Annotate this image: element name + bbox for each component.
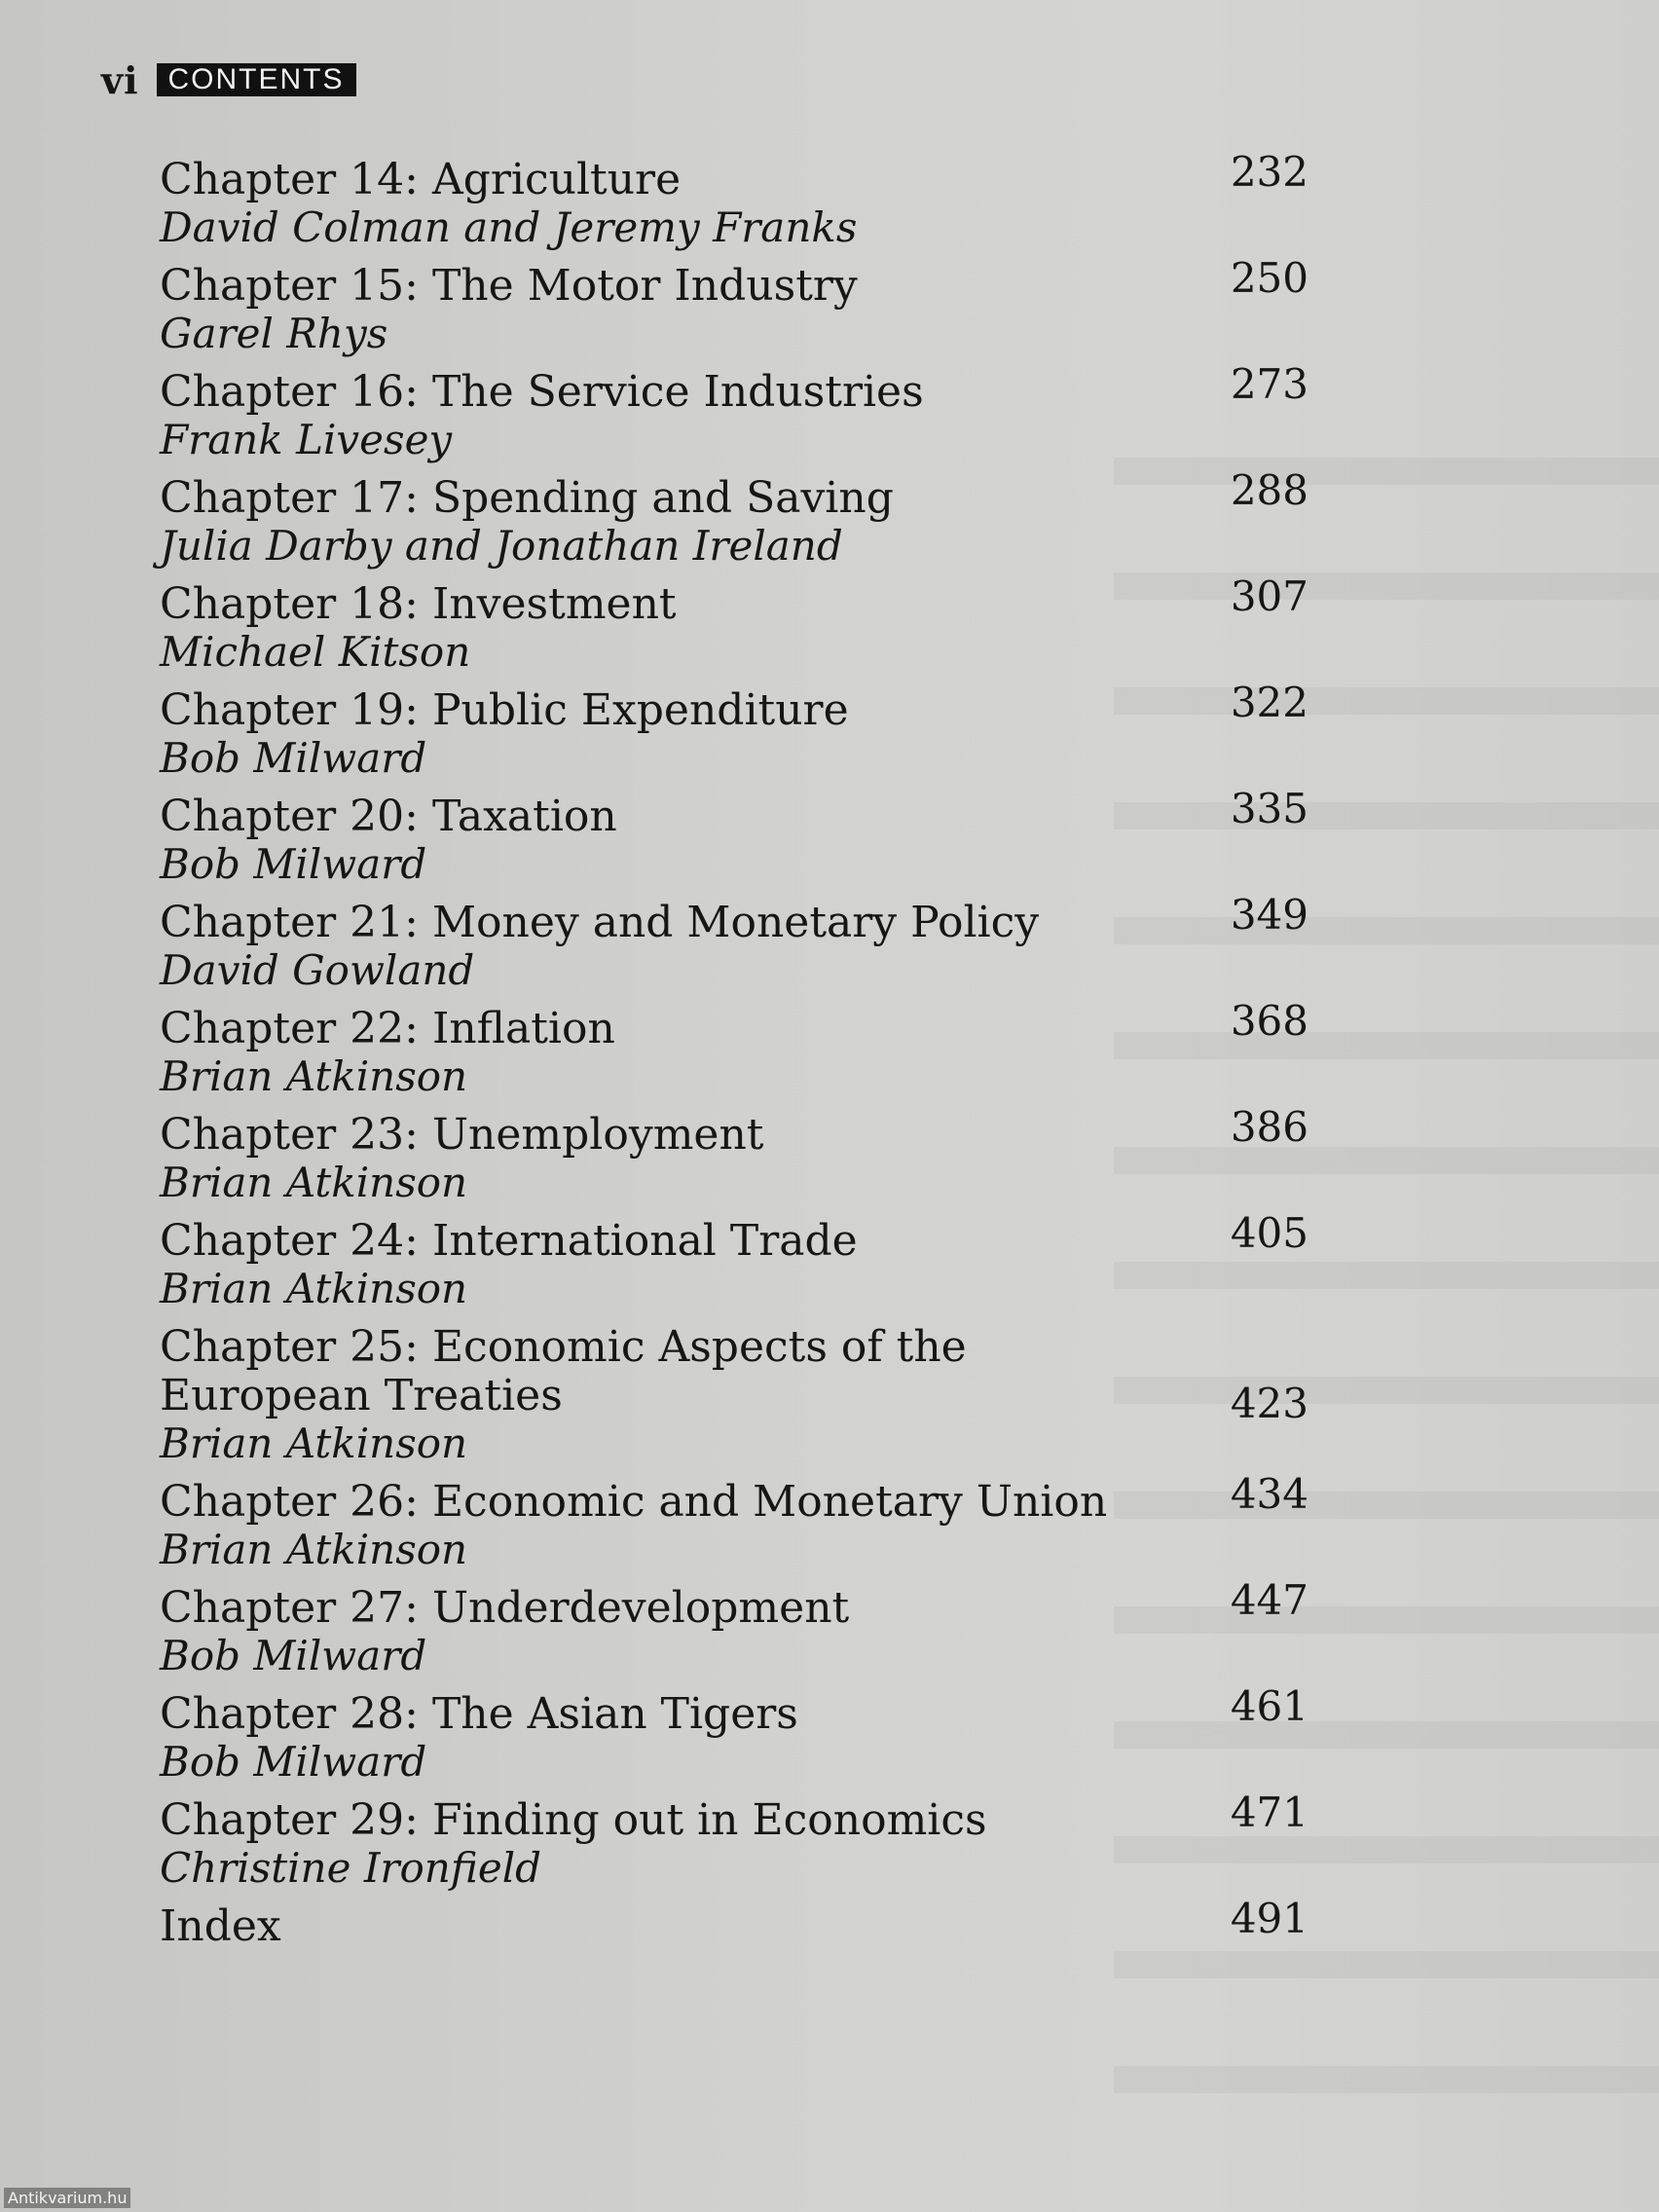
chapter-title: Chapter 18: Investment xyxy=(160,579,677,629)
page-reference: 288 xyxy=(1230,466,1309,514)
chapter-title: Chapter 16: The Service Industries xyxy=(160,367,924,417)
chapter-authors: Frank Livesey xyxy=(160,416,453,463)
toc-entry-chapter-21 xyxy=(160,891,1309,994)
chapter-authors: Bob Milward xyxy=(160,1738,427,1786)
chapter-authors: Bob Milward xyxy=(160,734,427,782)
toc-entry-index xyxy=(160,1895,1309,1951)
chapter-authors: Bob Milward xyxy=(160,840,427,888)
page-number: vi xyxy=(101,57,139,102)
toc-entry-chapter-27 xyxy=(160,1576,1309,1679)
chapter-authors: Brian Atkinson xyxy=(160,1526,468,1573)
chapter-authors: Julia Darby and Jonathan Ireland xyxy=(160,522,843,570)
page-reference: 368 xyxy=(1230,997,1309,1045)
chapter-authors: Michael Kitson xyxy=(160,628,471,676)
toc-entry-chapter-29 xyxy=(160,1788,1309,1892)
page-reference: 491 xyxy=(1230,1895,1309,1942)
toc-entry-chapter-20 xyxy=(160,785,1309,888)
chapter-title: Chapter 15: The Motor Industry xyxy=(160,261,858,311)
chapter-authors: Bob Milward xyxy=(160,1632,427,1679)
page-reference: 232 xyxy=(1230,148,1309,196)
chapter-title: Chapter 21: Money and Monetary Policy xyxy=(160,898,1040,947)
toc-entry-chapter-22 xyxy=(160,997,1309,1100)
chapter-authors: David Gowland xyxy=(160,946,475,994)
page-reference: 447 xyxy=(1230,1576,1309,1624)
chapter-title: Chapter 26: Economic and Monetary Union xyxy=(160,1477,1108,1527)
chapter-authors: Brian Atkinson xyxy=(160,1052,468,1100)
chapter-authors: Brian Atkinson xyxy=(160,1419,468,1467)
toc-entry-chapter-25 xyxy=(160,1323,1309,1467)
toc-entry-chapter-15 xyxy=(160,254,1309,357)
page-reference: 273 xyxy=(1230,360,1309,408)
chapter-authors: Christine Ironfield xyxy=(160,1844,542,1892)
chapter-title: Chapter 25: Economic Aspects of the European Treaties xyxy=(160,1322,967,1420)
page-reference: 250 xyxy=(1230,254,1309,302)
toc-entry-chapter-23 xyxy=(160,1103,1309,1206)
chapter-title: Chapter 14: Agriculture xyxy=(160,155,682,204)
toc-entry-chapter-24 xyxy=(160,1209,1309,1312)
table-of-contents xyxy=(160,148,1309,1962)
chapter-title: Chapter 22: Inflation xyxy=(160,1004,615,1053)
toc-entry-chapter-26 xyxy=(160,1470,1309,1573)
toc-entry-chapter-17 xyxy=(160,466,1309,570)
chapter-authors: David Colman and Jeremy Franks xyxy=(160,203,858,251)
page-header xyxy=(101,58,356,101)
page-reference: 405 xyxy=(1230,1209,1309,1257)
page-reference: 423 xyxy=(1230,1380,1309,1427)
toc-entry-chapter-18 xyxy=(160,572,1309,676)
chapter-title: Chapter 19: Public Expenditure xyxy=(160,685,849,735)
chapter-title: Chapter 28: The Asian Tigers xyxy=(160,1689,798,1739)
chapter-title: Chapter 20: Taxation xyxy=(160,792,617,841)
chapter-authors: Garel Rhys xyxy=(160,310,388,357)
toc-entry-chapter-16 xyxy=(160,360,1309,463)
page-reference: 471 xyxy=(1230,1788,1309,1836)
section-label: CONTENTS xyxy=(157,63,356,96)
page-reference: 307 xyxy=(1230,572,1309,620)
chapter-title: Chapter 23: Unemployment xyxy=(160,1110,764,1160)
watermark: Antikvarium.hu xyxy=(4,2188,130,2208)
chapter-title: Chapter 24: International Trade xyxy=(160,1216,858,1266)
chapter-authors: Brian Atkinson xyxy=(160,1159,468,1206)
chapter-title: Chapter 27: Underdevelopment xyxy=(160,1583,850,1633)
toc-entry-chapter-28 xyxy=(160,1682,1309,1786)
chapter-title: Chapter 29: Finding out in Economics xyxy=(160,1795,987,1845)
page-reference: 386 xyxy=(1230,1103,1309,1151)
page-reference: 434 xyxy=(1230,1470,1309,1518)
index-title: Index xyxy=(160,1901,281,1951)
toc-entry-chapter-19 xyxy=(160,679,1309,782)
chapter-title: Chapter 17: Spending and Saving xyxy=(160,473,894,523)
chapter-authors: Brian Atkinson xyxy=(160,1265,468,1312)
page-reference: 322 xyxy=(1230,679,1309,726)
page-reference: 335 xyxy=(1230,785,1309,832)
toc-entry-chapter-14 xyxy=(160,148,1309,251)
page-reference: 461 xyxy=(1230,1682,1309,1730)
page-reference: 349 xyxy=(1230,891,1309,939)
